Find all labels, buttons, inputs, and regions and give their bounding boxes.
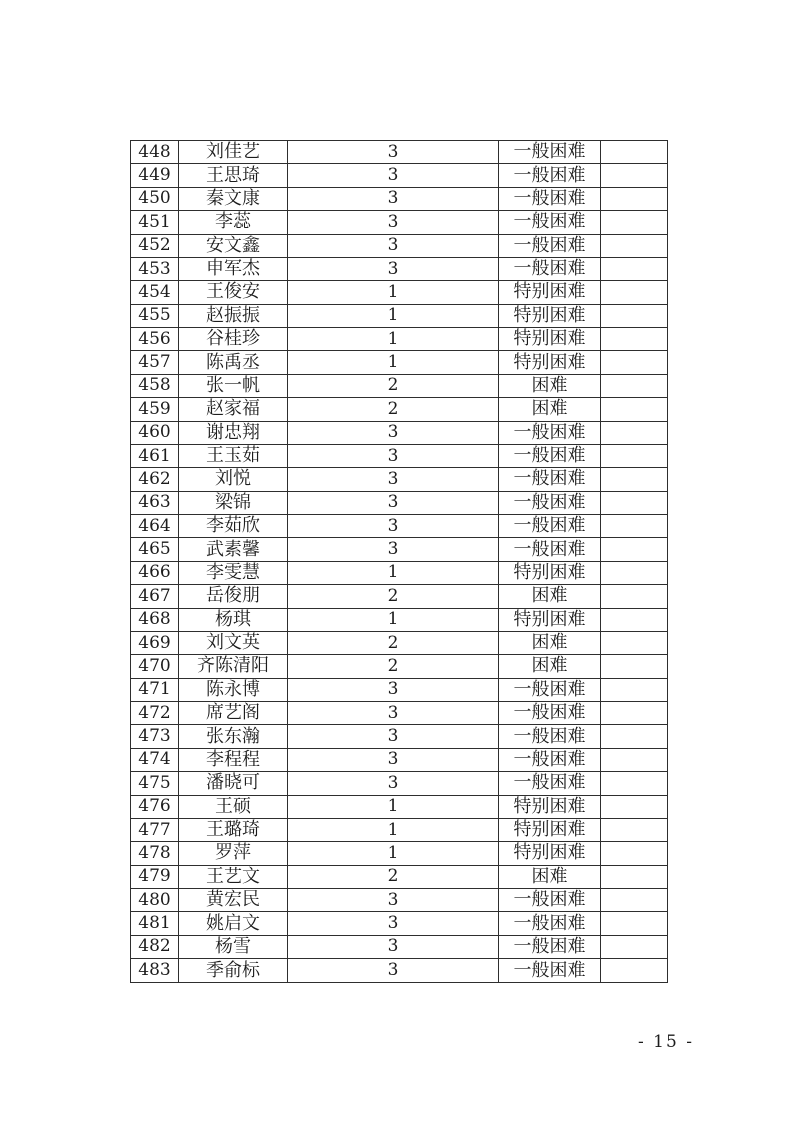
tier-cell: 3 xyxy=(288,515,499,538)
row-number-cell: 450 xyxy=(131,187,179,210)
tier-cell: 1 xyxy=(288,795,499,818)
blank-cell xyxy=(601,585,668,608)
tier-cell: 1 xyxy=(288,351,499,374)
table-row xyxy=(131,865,668,888)
tier-cell: 3 xyxy=(288,959,499,983)
table-row xyxy=(131,491,668,514)
difficulty-level-cell: 一般困难 xyxy=(499,725,601,748)
student-name-cell: 李雯慧 xyxy=(179,561,288,584)
student-name-cell: 王俊安 xyxy=(179,281,288,304)
difficulty-level-cell: 困难 xyxy=(499,585,601,608)
student-name-cell: 张一帆 xyxy=(179,374,288,397)
table-row xyxy=(131,748,668,771)
student-name-cell: 秦文康 xyxy=(179,187,288,210)
difficulty-level-cell: 困难 xyxy=(499,374,601,397)
table-row xyxy=(131,187,668,210)
table-row xyxy=(131,842,668,865)
tier-cell: 1 xyxy=(288,842,499,865)
difficulty-level-cell: 一般困难 xyxy=(499,257,601,280)
table-row xyxy=(131,328,668,351)
row-number-cell: 465 xyxy=(131,538,179,561)
row-number-cell: 454 xyxy=(131,281,179,304)
tier-cell: 3 xyxy=(288,748,499,771)
row-number-cell: 478 xyxy=(131,842,179,865)
row-number-cell: 477 xyxy=(131,818,179,841)
blank-cell xyxy=(601,678,668,701)
tier-cell: 2 xyxy=(288,631,499,654)
row-number-cell: 471 xyxy=(131,678,179,701)
tier-cell: 2 xyxy=(288,865,499,888)
blank-cell xyxy=(601,374,668,397)
difficulty-level-cell: 一般困难 xyxy=(499,772,601,795)
blank-cell xyxy=(601,795,668,818)
difficulty-level-cell: 一般困难 xyxy=(499,912,601,935)
tier-cell: 3 xyxy=(288,912,499,935)
table-row xyxy=(131,421,668,444)
student-name-cell: 赵振振 xyxy=(179,304,288,327)
blank-cell xyxy=(601,304,668,327)
student-name-cell: 王玉茹 xyxy=(179,444,288,467)
student-name-cell: 李程程 xyxy=(179,748,288,771)
difficulty-level-cell: 特别困难 xyxy=(499,328,601,351)
table-row xyxy=(131,374,668,397)
blank-cell xyxy=(601,561,668,584)
difficulty-level-cell: 一般困难 xyxy=(499,935,601,958)
page-number: - 15 - xyxy=(638,1032,694,1052)
blank-cell xyxy=(601,281,668,304)
blank-cell xyxy=(601,187,668,210)
blank-cell xyxy=(601,959,668,983)
tier-cell: 1 xyxy=(288,561,499,584)
tier-cell: 3 xyxy=(288,421,499,444)
table-row xyxy=(131,935,668,958)
blank-cell xyxy=(601,912,668,935)
student-name-cell: 王璐琦 xyxy=(179,818,288,841)
row-number-cell: 479 xyxy=(131,865,179,888)
tier-cell: 3 xyxy=(288,444,499,467)
student-name-cell: 申军杰 xyxy=(179,257,288,280)
difficulty-level-cell: 特别困难 xyxy=(499,818,601,841)
difficulty-level-cell: 一般困难 xyxy=(499,187,601,210)
blank-cell xyxy=(601,257,668,280)
difficulty-level-cell: 一般困难 xyxy=(499,164,601,187)
row-number-cell: 459 xyxy=(131,398,179,421)
tier-cell: 3 xyxy=(288,468,499,491)
row-number-cell: 475 xyxy=(131,772,179,795)
row-number-cell: 462 xyxy=(131,468,179,491)
student-name-cell: 席艺阁 xyxy=(179,702,288,725)
row-number-cell: 455 xyxy=(131,304,179,327)
table-row xyxy=(131,211,668,234)
roster-table-body xyxy=(131,141,668,983)
table-row xyxy=(131,702,668,725)
blank-cell xyxy=(601,515,668,538)
table-row xyxy=(131,889,668,912)
row-number-cell: 449 xyxy=(131,164,179,187)
difficulty-level-cell: 特别困难 xyxy=(499,561,601,584)
student-name-cell: 齐陈清阳 xyxy=(179,655,288,678)
tier-cell: 2 xyxy=(288,585,499,608)
student-name-cell: 李蕊 xyxy=(179,211,288,234)
row-number-cell: 469 xyxy=(131,631,179,654)
student-name-cell: 王硕 xyxy=(179,795,288,818)
difficulty-level-cell: 一般困难 xyxy=(499,515,601,538)
difficulty-level-cell: 一般困难 xyxy=(499,748,601,771)
difficulty-level-cell: 困难 xyxy=(499,655,601,678)
difficulty-level-cell: 一般困难 xyxy=(499,211,601,234)
blank-cell xyxy=(601,468,668,491)
difficulty-level-cell: 困难 xyxy=(499,865,601,888)
blank-cell xyxy=(601,538,668,561)
student-name-cell: 谷桂珍 xyxy=(179,328,288,351)
row-number-cell: 481 xyxy=(131,912,179,935)
row-number-cell: 448 xyxy=(131,141,179,164)
student-name-cell: 梁锦 xyxy=(179,491,288,514)
table-row xyxy=(131,141,668,164)
difficulty-level-cell: 一般困难 xyxy=(499,491,601,514)
student-name-cell: 陈禹丞 xyxy=(179,351,288,374)
difficulty-level-cell: 一般困难 xyxy=(499,421,601,444)
tier-cell: 1 xyxy=(288,608,499,631)
blank-cell xyxy=(601,444,668,467)
blank-cell xyxy=(601,935,668,958)
table-row xyxy=(131,725,668,748)
difficulty-level-cell: 一般困难 xyxy=(499,444,601,467)
blank-cell xyxy=(601,655,668,678)
table-row xyxy=(131,561,668,584)
table-row xyxy=(131,818,668,841)
blank-cell xyxy=(601,491,668,514)
blank-cell xyxy=(601,631,668,654)
difficulty-level-cell: 一般困难 xyxy=(499,234,601,257)
table-row xyxy=(131,795,668,818)
difficulty-level-cell: 一般困难 xyxy=(499,889,601,912)
row-number-cell: 476 xyxy=(131,795,179,818)
tier-cell: 2 xyxy=(288,374,499,397)
student-name-cell: 罗萍 xyxy=(179,842,288,865)
student-name-cell: 潘晓可 xyxy=(179,772,288,795)
tier-cell: 3 xyxy=(288,141,499,164)
tier-cell: 2 xyxy=(288,398,499,421)
blank-cell xyxy=(601,818,668,841)
row-number-cell: 458 xyxy=(131,374,179,397)
difficulty-level-cell: 特别困难 xyxy=(499,281,601,304)
tier-cell: 3 xyxy=(288,772,499,795)
student-name-cell: 张东瀚 xyxy=(179,725,288,748)
difficulty-level-cell: 困难 xyxy=(499,631,601,654)
blank-cell xyxy=(601,164,668,187)
row-number-cell: 480 xyxy=(131,889,179,912)
student-name-cell: 赵家福 xyxy=(179,398,288,421)
table-row xyxy=(131,678,668,701)
blank-cell xyxy=(601,141,668,164)
blank-cell xyxy=(601,328,668,351)
tier-cell: 3 xyxy=(288,725,499,748)
blank-cell xyxy=(601,702,668,725)
student-name-cell: 刘文英 xyxy=(179,631,288,654)
tier-cell: 1 xyxy=(288,281,499,304)
row-number-cell: 463 xyxy=(131,491,179,514)
tier-cell: 3 xyxy=(288,889,499,912)
blank-cell xyxy=(601,842,668,865)
table-row xyxy=(131,281,668,304)
table-row xyxy=(131,912,668,935)
row-number-cell: 456 xyxy=(131,328,179,351)
student-name-cell: 杨雪 xyxy=(179,935,288,958)
blank-cell xyxy=(601,351,668,374)
blank-cell xyxy=(601,421,668,444)
tier-cell: 3 xyxy=(288,164,499,187)
table-row xyxy=(131,398,668,421)
row-number-cell: 483 xyxy=(131,959,179,983)
row-number-cell: 453 xyxy=(131,257,179,280)
blank-cell xyxy=(601,772,668,795)
student-name-cell: 安文鑫 xyxy=(179,234,288,257)
tier-cell: 2 xyxy=(288,655,499,678)
blank-cell xyxy=(601,865,668,888)
student-name-cell: 武素馨 xyxy=(179,538,288,561)
table-row xyxy=(131,444,668,467)
row-number-cell: 464 xyxy=(131,515,179,538)
table-row xyxy=(131,608,668,631)
student-name-cell: 黄宏民 xyxy=(179,889,288,912)
row-number-cell: 468 xyxy=(131,608,179,631)
blank-cell xyxy=(601,608,668,631)
difficulty-level-cell: 特别困难 xyxy=(499,351,601,374)
tier-cell: 1 xyxy=(288,818,499,841)
row-number-cell: 470 xyxy=(131,655,179,678)
row-number-cell: 467 xyxy=(131,585,179,608)
tier-cell: 3 xyxy=(288,211,499,234)
tier-cell: 3 xyxy=(288,678,499,701)
table-row xyxy=(131,164,668,187)
tier-cell: 1 xyxy=(288,304,499,327)
tier-cell: 3 xyxy=(288,234,499,257)
table-row xyxy=(131,631,668,654)
blank-cell xyxy=(601,211,668,234)
table-row xyxy=(131,304,668,327)
student-name-cell: 王思琦 xyxy=(179,164,288,187)
difficulty-level-cell: 一般困难 xyxy=(499,678,601,701)
student-name-cell: 杨琪 xyxy=(179,608,288,631)
table-row xyxy=(131,515,668,538)
blank-cell xyxy=(601,234,668,257)
blank-cell xyxy=(601,398,668,421)
difficulty-level-cell: 困难 xyxy=(499,398,601,421)
difficulty-level-cell: 特别困难 xyxy=(499,795,601,818)
row-number-cell: 452 xyxy=(131,234,179,257)
student-name-cell: 陈永博 xyxy=(179,678,288,701)
student-name-cell: 岳俊朋 xyxy=(179,585,288,608)
table-row xyxy=(131,257,668,280)
row-number-cell: 473 xyxy=(131,725,179,748)
tier-cell: 3 xyxy=(288,702,499,725)
tier-cell: 3 xyxy=(288,187,499,210)
student-name-cell: 李茹欣 xyxy=(179,515,288,538)
table-row xyxy=(131,655,668,678)
student-name-cell: 姚启文 xyxy=(179,912,288,935)
tier-cell: 3 xyxy=(288,257,499,280)
table-row xyxy=(131,959,668,983)
row-number-cell: 461 xyxy=(131,444,179,467)
blank-cell xyxy=(601,889,668,912)
tier-cell: 3 xyxy=(288,491,499,514)
difficulty-level-cell: 一般困难 xyxy=(499,468,601,491)
row-number-cell: 457 xyxy=(131,351,179,374)
table-row xyxy=(131,351,668,374)
row-number-cell: 451 xyxy=(131,211,179,234)
difficulty-level-cell: 特别困难 xyxy=(499,608,601,631)
difficulty-level-cell: 特别困难 xyxy=(499,304,601,327)
row-number-cell: 460 xyxy=(131,421,179,444)
tier-cell: 3 xyxy=(288,538,499,561)
table-row xyxy=(131,538,668,561)
student-name-cell: 谢忠翔 xyxy=(179,421,288,444)
student-roster-table xyxy=(130,140,668,983)
student-name-cell: 季俞标 xyxy=(179,959,288,983)
table-row xyxy=(131,585,668,608)
table-row xyxy=(131,772,668,795)
difficulty-level-cell: 一般困难 xyxy=(499,141,601,164)
blank-cell xyxy=(601,725,668,748)
student-name-cell: 王艺文 xyxy=(179,865,288,888)
table-row xyxy=(131,468,668,491)
row-number-cell: 482 xyxy=(131,935,179,958)
tier-cell: 1 xyxy=(288,328,499,351)
student-name-cell: 刘悦 xyxy=(179,468,288,491)
difficulty-level-cell: 特别困难 xyxy=(499,842,601,865)
student-name-cell: 刘佳艺 xyxy=(179,141,288,164)
row-number-cell: 474 xyxy=(131,748,179,771)
row-number-cell: 466 xyxy=(131,561,179,584)
difficulty-level-cell: 一般困难 xyxy=(499,538,601,561)
tier-cell: 3 xyxy=(288,935,499,958)
row-number-cell: 472 xyxy=(131,702,179,725)
table-row xyxy=(131,234,668,257)
difficulty-level-cell: 一般困难 xyxy=(499,959,601,983)
blank-cell xyxy=(601,748,668,771)
difficulty-level-cell: 一般困难 xyxy=(499,702,601,725)
